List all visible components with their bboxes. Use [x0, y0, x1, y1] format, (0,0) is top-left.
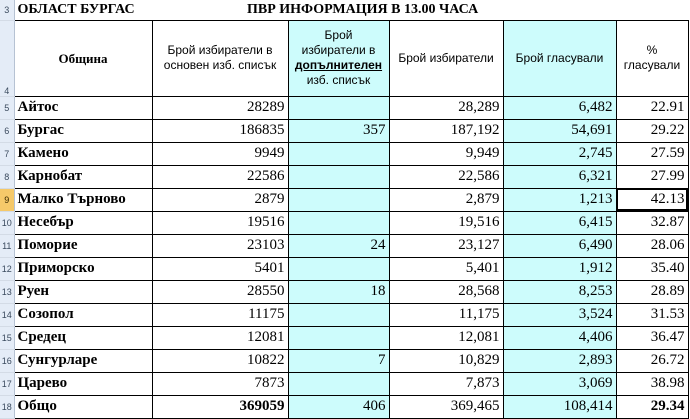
- cell-pct[interactable]: 29.34: [616, 395, 688, 418]
- cell-voters[interactable]: 19,516: [389, 211, 503, 234]
- cell-municipality[interactable]: Поморие: [14, 234, 152, 257]
- cell-voters-main[interactable]: 28550: [152, 280, 288, 303]
- table-row: [0, 119, 688, 142]
- cell-voters[interactable]: 10,829: [389, 349, 503, 372]
- cell-voters[interactable]: 12,081: [389, 326, 503, 349]
- cell-voters[interactable]: 28,568: [389, 280, 503, 303]
- table-row: [0, 257, 688, 280]
- cell-voters-main[interactable]: 2879: [152, 188, 288, 211]
- cell-voters-extra[interactable]: 7: [288, 349, 389, 372]
- cell-voters-main[interactable]: 28289: [152, 96, 288, 119]
- table-row: [0, 326, 688, 349]
- cell-voted[interactable]: 6,321: [503, 165, 616, 188]
- cell-voted[interactable]: 1,213: [503, 188, 616, 211]
- cell-voters-main[interactable]: 9949: [152, 142, 288, 165]
- cell-pct[interactable]: 35.40: [616, 257, 688, 280]
- cell-voted[interactable]: 6,490: [503, 234, 616, 257]
- table-row: [0, 211, 688, 234]
- cell-municipality[interactable]: Средец: [14, 326, 152, 349]
- cell-voters-main[interactable]: 19516: [152, 211, 288, 234]
- row-header[interactable]: 13: [0, 280, 14, 303]
- cell-voted[interactable]: 6,482: [503, 96, 616, 119]
- cell-voters-main[interactable]: 11175: [152, 303, 288, 326]
- cell-municipality[interactable]: Айтос: [14, 96, 152, 119]
- header-pct[interactable]: % гласували: [616, 20, 688, 96]
- header-voters-extra-pre: Брой избиратели в: [301, 28, 376, 57]
- cell-municipality[interactable]: Царево: [14, 372, 152, 395]
- cell-voters-extra[interactable]: [288, 257, 389, 280]
- cell-voters[interactable]: 23,127: [389, 234, 503, 257]
- cell-voters-extra[interactable]: 406: [288, 395, 389, 418]
- cell-pct[interactable]: 27.99: [616, 165, 688, 188]
- cell-pct[interactable]: 42.13: [616, 188, 688, 211]
- cell-voters-extra[interactable]: [288, 142, 389, 165]
- cell-municipality[interactable]: Бургас: [14, 119, 152, 142]
- row-header[interactable]: 10: [0, 211, 14, 234]
- cell-voters-main[interactable]: 186835: [152, 119, 288, 142]
- header-voters-extra-post: изб. списък: [306, 73, 371, 87]
- cell-voters-extra[interactable]: [288, 326, 389, 349]
- cell-voters[interactable]: 187,192: [389, 119, 503, 142]
- cell-voters-extra[interactable]: [288, 96, 389, 119]
- header-voters-extra-bold: допълнителен: [294, 58, 383, 72]
- cell-voters[interactable]: 22,586: [389, 165, 503, 188]
- cell-voters-extra[interactable]: [288, 303, 389, 326]
- table-row: [0, 372, 688, 395]
- cell-voters-extra[interactable]: [288, 188, 389, 211]
- cell-voted[interactable]: 8,253: [503, 280, 616, 303]
- cell-voters-extra[interactable]: [288, 211, 389, 234]
- cell-voted[interactable]: 54,691: [503, 119, 616, 142]
- cell-voters-main[interactable]: 23103: [152, 234, 288, 257]
- header-voters[interactable]: Брой избиратели: [389, 20, 503, 96]
- cell-municipality[interactable]: Сунгурларе: [14, 349, 152, 372]
- cell-municipality[interactable]: Камено: [14, 142, 152, 165]
- cell-voters[interactable]: 7,873: [389, 372, 503, 395]
- row-header[interactable]: 7: [0, 142, 14, 165]
- cell-voted[interactable]: 4,406: [503, 326, 616, 349]
- cell-municipality[interactable]: Руен: [14, 280, 152, 303]
- cell-voters-main[interactable]: 10822: [152, 349, 288, 372]
- row-header[interactable]: 12: [0, 257, 14, 280]
- row-header[interactable]: 14: [0, 303, 14, 326]
- header-voted[interactable]: Брой гласували: [503, 20, 616, 96]
- table-row: [0, 96, 688, 119]
- row-header[interactable]: 8: [0, 165, 14, 188]
- cell-voters-extra[interactable]: [288, 165, 389, 188]
- cell-pct[interactable]: 22.91: [616, 96, 688, 119]
- cell-pct[interactable]: 29.22: [616, 119, 688, 142]
- cell-voters-extra[interactable]: 18: [288, 280, 389, 303]
- row-header[interactable]: 3: [0, 0, 14, 20]
- cell-voters-main[interactable]: 12081: [152, 326, 288, 349]
- row-header[interactable]: 18: [0, 395, 14, 418]
- cell-voted[interactable]: 108,414: [503, 395, 616, 418]
- cell-municipality[interactable]: Общо: [14, 395, 152, 418]
- cell-voters-main[interactable]: 7873: [152, 372, 288, 395]
- cell-voted[interactable]: 2,745: [503, 142, 616, 165]
- table-row: [0, 280, 688, 303]
- row-header[interactable]: 6: [0, 119, 14, 142]
- row-header[interactable]: 11: [0, 234, 14, 257]
- cell-voters[interactable]: 2,879: [389, 188, 503, 211]
- cell-voters-main[interactable]: 22586: [152, 165, 288, 188]
- cell-pct[interactable]: 31.53: [616, 303, 688, 326]
- total-row: [0, 395, 688, 418]
- cell-voters-extra[interactable]: 357: [288, 119, 389, 142]
- cell-voted[interactable]: 2,893: [503, 349, 616, 372]
- cell-voters-extra[interactable]: 24: [288, 234, 389, 257]
- cell-pct[interactable]: 38.98: [616, 372, 688, 395]
- cell-voters[interactable]: 369,465: [389, 395, 503, 418]
- cell-pct[interactable]: 28.06: [616, 234, 688, 257]
- region-label[interactable]: ОБЛАСТ БУРГАС: [14, 0, 152, 20]
- cell-pct[interactable]: 27.59: [616, 142, 688, 165]
- cell-pct[interactable]: 36.47: [616, 326, 688, 349]
- header-voters-extra[interactable]: [288, 20, 389, 96]
- table-row: [0, 234, 688, 257]
- cell-municipality[interactable]: Карнобат: [14, 165, 152, 188]
- cell-voters[interactable]: 11,175: [389, 303, 503, 326]
- table-row: [0, 142, 688, 165]
- cell-pct[interactable]: 28.89: [616, 280, 688, 303]
- header-voters-main[interactable]: Брой избиратели в основен изб. списък: [152, 20, 288, 96]
- cell-voters[interactable]: 9,949: [389, 142, 503, 165]
- cell-municipality[interactable]: Приморско: [14, 257, 152, 280]
- table-row: [0, 303, 688, 326]
- cell-voters[interactable]: 5,401: [389, 257, 503, 280]
- cell-voted[interactable]: 3,524: [503, 303, 616, 326]
- cell-voters-main[interactable]: 369059: [152, 395, 288, 418]
- table-row: [0, 349, 688, 372]
- row-header[interactable]: 4: [0, 20, 14, 96]
- cell-pct[interactable]: 26.72: [616, 349, 688, 372]
- sheet-title[interactable]: ПВР ИНФОРМАЦИЯ В 13.00 ЧАСА: [152, 0, 688, 20]
- cell-municipality[interactable]: Малко Търново: [14, 188, 152, 211]
- cell-municipality[interactable]: Несебър: [14, 211, 152, 234]
- row-header[interactable]: 5: [0, 96, 14, 119]
- cell-voters-main[interactable]: 5401: [152, 257, 288, 280]
- cell-voters-extra[interactable]: [288, 372, 389, 395]
- cell-voted[interactable]: 6,415: [503, 211, 616, 234]
- header-municipality[interactable]: Община: [14, 20, 152, 96]
- table-row: [0, 165, 688, 188]
- row-header[interactable]: 15: [0, 326, 14, 349]
- cell-voted[interactable]: 3,069: [503, 372, 616, 395]
- cell-voters[interactable]: 28,289: [389, 96, 503, 119]
- table-row: [0, 188, 688, 211]
- row-header[interactable]: 9: [0, 188, 14, 211]
- row-header[interactable]: 16: [0, 349, 14, 372]
- cell-voted[interactable]: 1,912: [503, 257, 616, 280]
- cell-municipality[interactable]: Созопол: [14, 303, 152, 326]
- cell-pct[interactable]: 32.87: [616, 211, 688, 234]
- row-header[interactable]: 17: [0, 372, 14, 395]
